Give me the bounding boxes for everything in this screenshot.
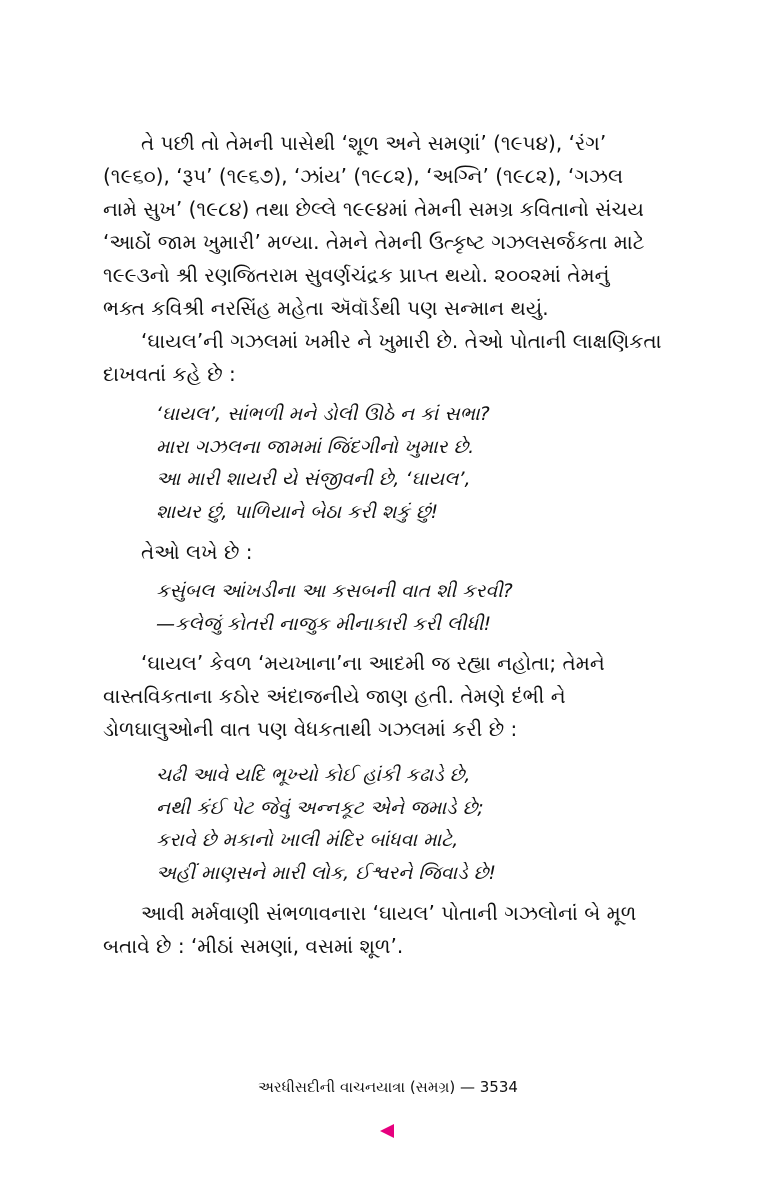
verse-line: મારા ગઝલના જામમાં જિંદગીનો ખુમાર છે. [156, 435, 475, 458]
text-line: નામે સુખ’ (૧૯૮૪) તથા છેલ્લે ૧૯૯૪માં તેમની સમગ્ર કવિતાનો સંચય [103, 197, 644, 221]
text-line: તેઓ લખે છે : [141, 540, 253, 564]
text-line: તે પછી તો તેમની પાસેથી ‘શૂળ અને સમણાં’ (૧૯૫૪), ‘રંગ’ [141, 131, 607, 155]
verse-block-1 [156, 398, 676, 528]
paragraph-1 [103, 127, 671, 325]
text-line: બતાવે છે : ‘મીઠાં સમણાં, વસમાં શૂળ’. [103, 934, 404, 958]
verse-line: ‘ઘાયલ’, સાંભળી મને ડોલી ઊઠે ન કાં સભા? [156, 403, 490, 425]
verse-line: કસુંબલ આંખડીના આ કસબની વાત શી કરવી? [156, 580, 513, 602]
verse-line: શાયર છું, પાળિયાને બેઠા કરી શકું છું! [156, 500, 439, 523]
verse-block-3 [156, 759, 676, 889]
verse-line: નથી કંઈ પેટ જેવું અન્નકૂટ એને જમાડે છે; [156, 796, 484, 819]
verse-line: અહીં માણસને મારી લોક, ઈશ્વરને જિવાડે છે! [156, 861, 496, 884]
text-line: ૧૯૯૩નો શ્રી રણજિતરામ સુવર્ણચંદ્રક પ્રાપ્ત થયો. ૨૦૦૨માં તેમનું [103, 263, 610, 287]
paragraph-3 [103, 536, 671, 569]
text-line: આવી મર્મવાણી સંભળાવનારા ‘ઘાયલ’ પોતાની ગઝલોનાં બે મૂળ [141, 901, 637, 925]
text-line: ‘ઘાયલ’ની ગઝલમાં ખમીર ને ખુમારી છે. તેઓ પોતાની લાક્ષણિકતા [141, 329, 662, 353]
verse-line: કરાવે છે મકાનો ખાલી મંદિર બાંધવા માટે, [156, 829, 459, 851]
paragraph-2 [103, 325, 671, 391]
text-line: વાસ્તવિકતાના કઠોર અંદાજનીયે જાણ હતી. તેમણે દંભી ને [103, 684, 566, 708]
text-line: (૧૯૬૦), ‘રૂપ’ (૧૯૬૭), ‘ઝાંય’ (૧૯૮૨), ‘અગ્નિ’ (૧૯૮૨), ‘ગઝલ [103, 164, 624, 188]
verse-line: આ મારી શાયરી યે સંજીવની છે, ‘ઘાયલ’, [156, 468, 471, 490]
text-line: ‘આઠોં જામ ખુમારી’ મળ્યા. તેમને તેમની ઉત્કૃષ્ટ ગઝલસર્જકતા માટે [103, 230, 645, 254]
verse-line: —કલેજું કોતરી નાજુક મીનાકારી કરી લીધી! [156, 612, 492, 635]
verse-block-2 [156, 575, 676, 640]
text-line: ડોળઘાલુઓની વાત પણ વેધકતાથી ગઝલમાં કરી છે : [103, 717, 518, 741]
text-line: ભક્ત કવિશ્રી નરસિંહ મહેતા ઍવૉર્ડથી પણ સન્માન થયું. [103, 296, 549, 320]
paragraph-5 [103, 897, 671, 963]
text-line: દાખવતાં કહે છે : [103, 362, 236, 386]
page-footer: અરધીસદીની વાચનયાત્રા (સમગ્ર) — 3534 [258, 1078, 518, 1096]
text-line: ‘ઘાયલ’ કેવળ ‘મયખાના’ના આદમી જ રહ્યા નહોતા; તેમને [141, 651, 605, 675]
verse-line: ચઢી આવે યદિ ભૂખ્યો કોઈ હાંકી કઢાડે છે, [156, 764, 471, 786]
paragraph-4 [103, 647, 671, 746]
triangle-left-icon[interactable] [380, 1124, 394, 1138]
